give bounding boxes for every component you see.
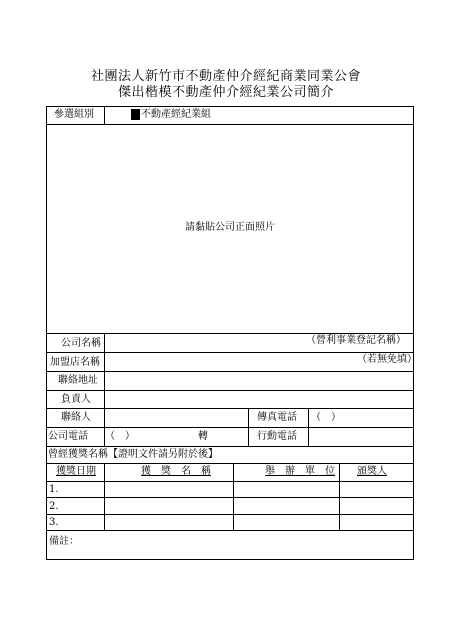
awards-header-presenter: 頒獎人 xyxy=(357,466,387,477)
company-name-label: 公司名稱 xyxy=(61,338,101,349)
row-divider xyxy=(46,333,414,334)
form-subtitle: 傑出楷模不動產仲介經紀業公司簡介 xyxy=(117,85,334,100)
photo-placeholder-hint: 請黏貼公司正面照片 xyxy=(185,222,275,233)
column-divider xyxy=(308,408,309,446)
awards-section-label: 曾經獲獎名稱【證明文件請另附於後】 xyxy=(48,449,218,460)
column-divider xyxy=(339,463,340,530)
mobile-label: 行動電話 xyxy=(257,431,297,442)
awards-row-number: 3. xyxy=(49,517,59,528)
category-label: 參選組別 xyxy=(54,109,94,120)
address-label: 聯絡地址 xyxy=(58,375,98,386)
fax-value: （ ） xyxy=(311,412,341,423)
owner-label: 負責人 xyxy=(61,394,91,405)
column-divider xyxy=(248,408,249,446)
row-divider xyxy=(46,124,414,125)
awards-row-number: 1. xyxy=(49,484,59,495)
category-value: 不動產經紀業組 xyxy=(141,109,211,120)
phone-label: 公司電話 xyxy=(48,431,88,442)
row-divider xyxy=(46,446,414,447)
row-divider xyxy=(46,514,414,515)
awards-header-date: 獲獎日期 xyxy=(56,466,96,477)
column-divider xyxy=(104,333,105,446)
checked-box-icon[interactable] xyxy=(131,109,140,120)
row-divider xyxy=(46,463,414,464)
row-divider xyxy=(46,390,414,391)
row-divider xyxy=(46,371,414,372)
form-title: 社團法人新竹市不動產仲介經紀商業同業公會 xyxy=(90,69,361,84)
remarks-label: 備註： xyxy=(49,536,79,547)
awards-header-name: 獲 獎 名 稱 xyxy=(141,466,211,477)
phone-value: （ ） xyxy=(105,431,135,442)
extension-label: 轉 xyxy=(198,431,208,442)
row-divider xyxy=(46,408,414,409)
column-divider xyxy=(233,463,234,530)
row-divider xyxy=(46,481,414,482)
row-divider xyxy=(46,530,414,531)
franchise-name-label: 加盟店名稱 xyxy=(50,357,100,368)
awards-row-number: 2. xyxy=(49,501,59,512)
column-divider xyxy=(104,106,105,124)
row-divider xyxy=(46,497,414,498)
franchise-name-note: （若無免填） xyxy=(357,354,417,365)
row-divider xyxy=(46,352,414,353)
fax-label: 傳真電話 xyxy=(257,412,297,423)
company-name-note: （營利事業登記名稱） xyxy=(306,335,406,346)
awards-header-organizer: 舉 辦 單 位 xyxy=(265,466,335,477)
contact-person-label: 聯絡人 xyxy=(61,412,91,423)
row-divider xyxy=(46,427,414,428)
column-divider xyxy=(104,463,105,530)
